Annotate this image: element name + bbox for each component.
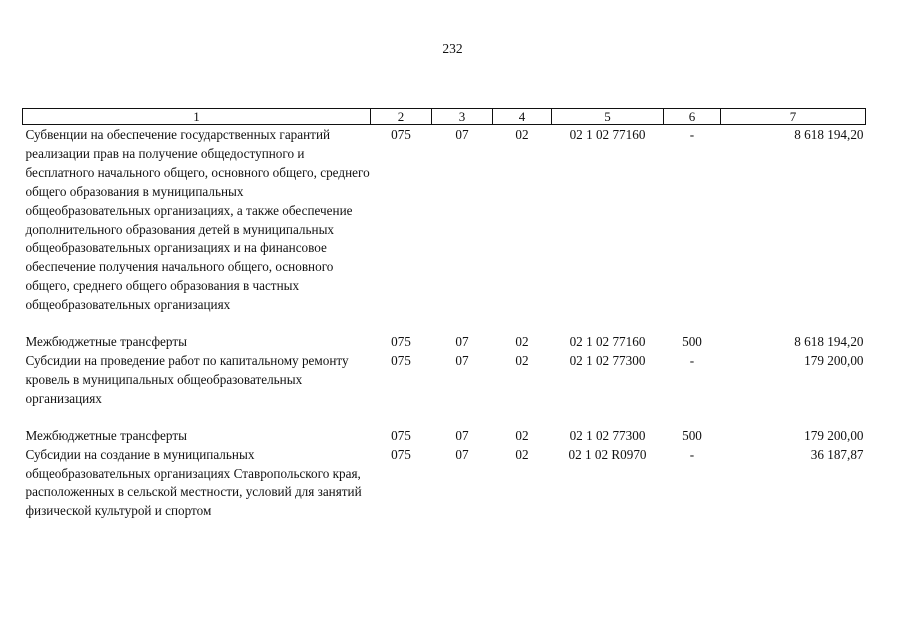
row-col-6: - <box>689 127 695 142</box>
row-name: Субвенции на обеспечение государственных гарантий реализации прав на получение общедоступного и бесплатного начального общего, основного общего, среднего общего образования в муниципальных общеобразовательных организациях, а также обеспечение дополнительного образования детей в муниципальных общеобразовательных организациях и на финансовое обеспечение получения начального общего, основного общего, среднего общего образования в частных общеобразовательных организациях <box>25 127 370 313</box>
row-col-5: 02 1 02 77160 <box>569 127 646 142</box>
row-col-3: 07 <box>455 352 469 368</box>
table-row <box>23 352 866 427</box>
row-col-7: 179 200,00 <box>804 427 864 443</box>
table-body <box>23 125 866 522</box>
row-col-4: 02 <box>515 427 529 443</box>
row-col-4: 02 <box>515 334 529 350</box>
row-col-5: 02 1 02 77300 <box>569 352 646 368</box>
row-col-2: 075 <box>391 127 411 142</box>
row-col-2: 075 <box>391 446 411 462</box>
row-col-7: 8 618 194,20 <box>794 127 864 142</box>
row-col-5: 02 1 02 R0970 <box>568 446 647 462</box>
page-number: 232 <box>442 41 463 56</box>
row-col-5: 02 1 02 77160 <box>569 334 646 350</box>
header-row <box>23 109 866 125</box>
row-col-7: 179 200,00 <box>804 352 864 368</box>
row-col-3: 07 <box>455 427 469 443</box>
header-col-7: 7 <box>721 109 866 125</box>
header-col-4: 4 <box>493 109 552 125</box>
table-row <box>23 125 866 334</box>
table-row <box>23 446 866 522</box>
row-name: Субсидии на проведение работ по капитальному ремонту кровель в муниципальных общеобразовательных организациях <box>25 352 349 406</box>
row-col-2: 075 <box>391 334 411 350</box>
table-header <box>23 109 866 125</box>
row-col-4: 02 <box>515 127 529 142</box>
row-name: Межбюджетные трансферты <box>25 427 187 443</box>
row-col-4: 02 <box>515 352 529 368</box>
row-col-3: 07 <box>455 127 469 142</box>
row-col-6: 500 <box>682 427 702 443</box>
row-col-3: 07 <box>455 446 469 462</box>
row-name: Субсидии на создание в муниципальных общеобразовательных организациях Ставропольского края, расположенных в сельской местности, условий для занятий физической культурой и спортом <box>25 446 362 519</box>
row-col-5: 02 1 02 77300 <box>569 427 646 443</box>
row-col-6: - <box>689 352 695 368</box>
table-row <box>23 427 866 446</box>
header-col-3: 3 <box>432 109 493 125</box>
header-col-6: 6 <box>664 109 721 125</box>
header-col-2: 2 <box>371 109 432 125</box>
budget-table <box>22 108 866 521</box>
row-col-6: - <box>689 446 695 462</box>
row-col-3: 07 <box>455 334 469 350</box>
table-row <box>23 333 866 352</box>
row-col-2: 075 <box>391 352 411 368</box>
row-col-7: 8 618 194,20 <box>794 334 864 350</box>
row-col-2: 075 <box>391 427 411 443</box>
row-col-7: 36 187,87 <box>810 446 864 462</box>
header-col-1: 1 <box>23 109 371 125</box>
row-col-6: 500 <box>682 334 702 350</box>
row-name: Межбюджетные трансферты <box>25 334 187 350</box>
row-col-4: 02 <box>515 446 529 462</box>
header-col-5: 5 <box>552 109 664 125</box>
